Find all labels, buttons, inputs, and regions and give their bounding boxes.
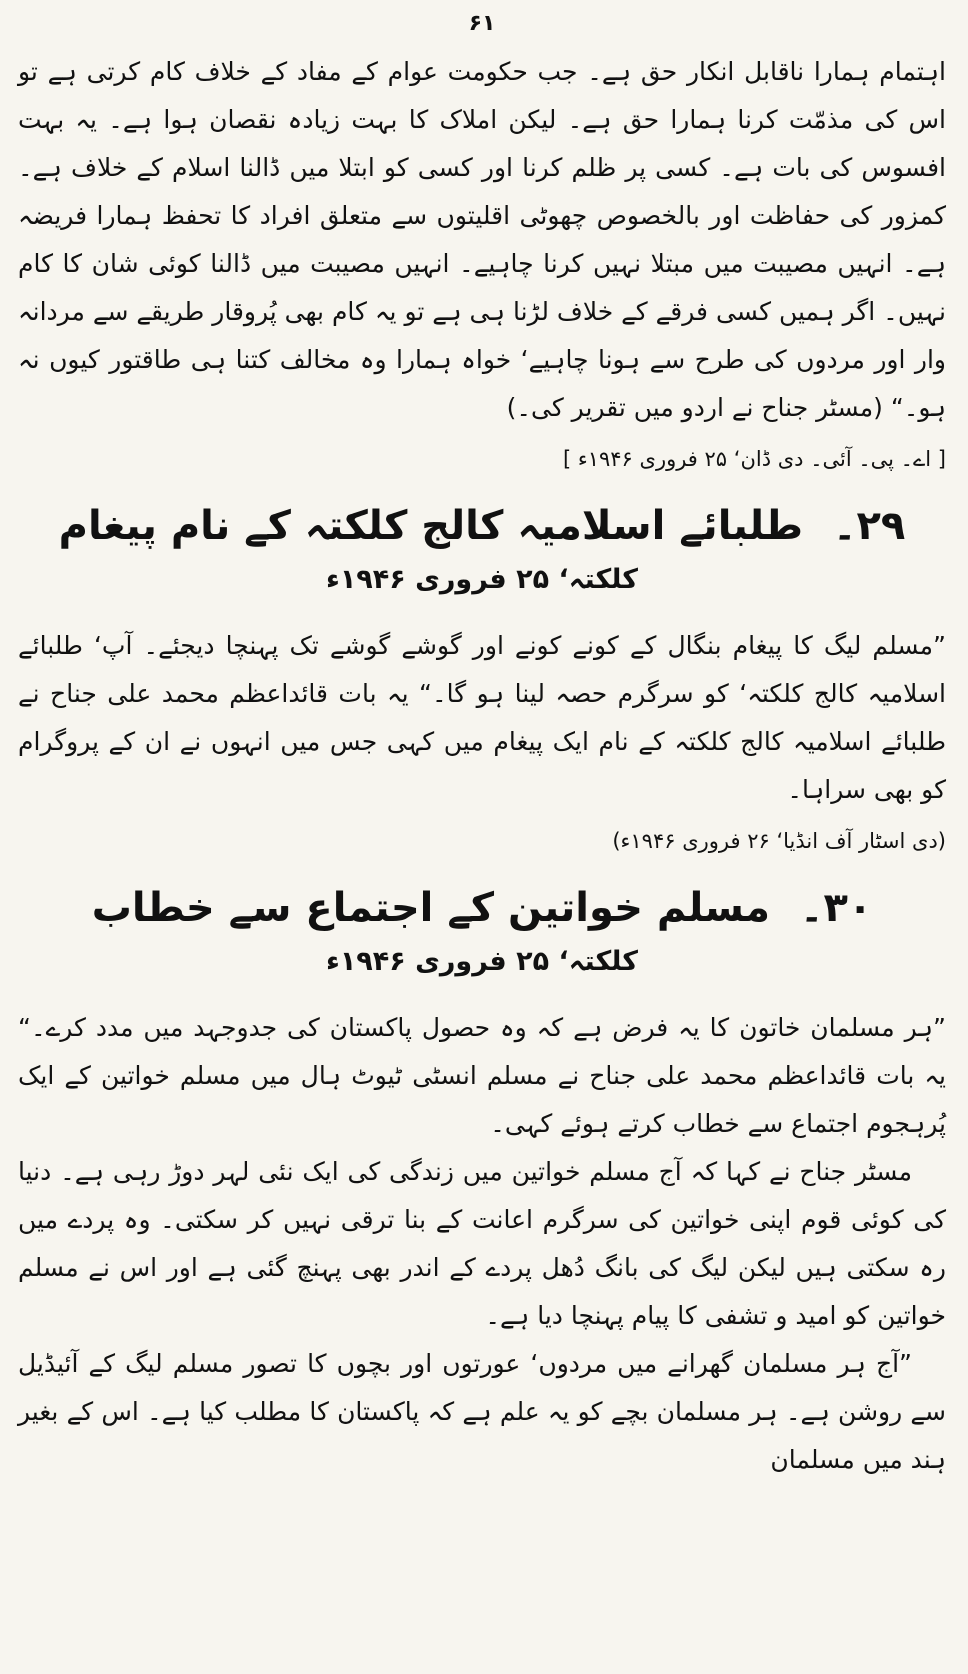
section-30-paragraph-3: ”آج ہر مسلمان گھرانے میں مردوں‘ عورتوں اور بچوں کا تصور مسلم لیگ کے آئیڈیل سے روشن ہے۔ ہر مسلمان بچے کو یہ علم ہے کہ پاکستان کا مطلب کیا ہے۔ اس کے بغیر ہند میں مسلمان	[18, 1349, 946, 1474]
section-29-place-date: کلکتہ‘ ۲۵ فروری ۱۹۴۶ء	[326, 564, 638, 595]
section-29-source-citation: (دی اسٹار آف انڈیا‘ ۲۶ فروری ۱۹۴۶ء)	[612, 829, 946, 853]
section-30-heading	[18, 876, 946, 940]
section-29-heading	[18, 494, 946, 558]
section-30-title: مسلم خواتین کے اجتماع سے خطاب	[91, 885, 770, 931]
section-30-number: ۳۰۔	[800, 885, 873, 931]
section-30	[18, 876, 946, 1484]
section-30-paragraph-1: ”ہر مسلمان خاتون کا یہ فرض ہے کہ وہ حصول پاکستان کی جدوجہد میں مدد کرے۔“ یہ بات قائداعظم محمد علی جناح نے مسلم انسٹی ٹیوٹ ہال میں مسلم خواتین کے ایک پُرہجوم اجتماع سے خطاب کرتے ہوئے کہی۔	[18, 1013, 946, 1138]
section-29	[18, 494, 946, 858]
section-30-paragraph-2: مسٹر جناح نے کہا کہ آج مسلم خواتین میں زندگی کی ایک نئی لہر دوڑ رہی ہے۔ دنیا کی کوئی قوم اپنی خواتین کی سرگرم اعانت کے بنا ترقی نہیں کر سکتی۔ وہ پردے میں رہ سکتی ہیں لیکن لیگ کی بانگ دُھل پردے کے اندر بھی پہنچ گئی ہے اور اس نے مسلم خواتین کو امید و تشفی کا پیام پہنچا دیا ہے۔	[18, 1157, 946, 1330]
opening-source-citation: [ اے۔ پی۔ آئی۔ دی ڈان‘ ۲۵ فروری ۱۹۴۶ء ]	[562, 447, 946, 471]
section-30-place-date: کلکتہ‘ ۲۵ فروری ۱۹۴۶ء	[326, 946, 638, 977]
opening-section	[18, 48, 946, 476]
section-29-title: طلبائے اسلامیہ کالج کلکتہ کے نام پیغام	[58, 503, 804, 549]
page-number: ۶۱	[468, 11, 496, 36]
section-29-paragraph: ”مسلم لیگ کا پیغام بنگال کے کونے کونے اور گوشے گوشے تک پہنچا دیجئے۔ آپ‘ طلبائے اسلامیہ کالج کلکتہ‘ کو سرگرم حصہ لینا ہو گا۔“ یہ بات قائداعظم محمد علی جناح نے طلبائے اسلامیہ کالج کلکتہ کے نام ایک پیغام میں کہی جس میں انہوں نے ان کے پروگرام کو بھی سراہا۔	[18, 631, 946, 804]
opening-paragraph: اہتمام ہمارا ناقابل انکار حق ہے۔ جب حکومت عوام کے مفاد کے خلاف کام کرتی ہے تو اس کی مذمّت کرنا ہمارا حق ہے۔ لیکن املاک کا بہت زیادہ نقصان ہوا ہے۔ یہ بہت افسوس کی بات ہے۔ کسی پر ظلم کرنا اور کسی کو ابتلا میں ڈالنا اسلام کے خلاف ہے۔ کمزور کی حفاظت اور بالخصوص چھوٹی اقلیتوں سے متعلق افراد کا تحفظ ہمارا فریضہ ہے۔ انہیں مصیبت میں مبتلا نہیں کرنا چاہیے۔ انہیں مصیبت میں ڈالنا کوئی شان کا کام نہیں۔ اگر ہمیں کسی فرقے کے خلاف لڑنا ہی ہے تو یہ کام بھی پُروقار طریقے سے مردانہ وار اور مردوں کی طرح سے ہونا چاہیے‘ خواہ ہمارا وہ مخالف کتنا ہی طاقتور کیوں نہ ہو۔“ (مسٹر جناح نے اردو میں تقریر کی۔)	[18, 57, 946, 422]
section-29-number: ۲۹۔	[833, 503, 906, 549]
